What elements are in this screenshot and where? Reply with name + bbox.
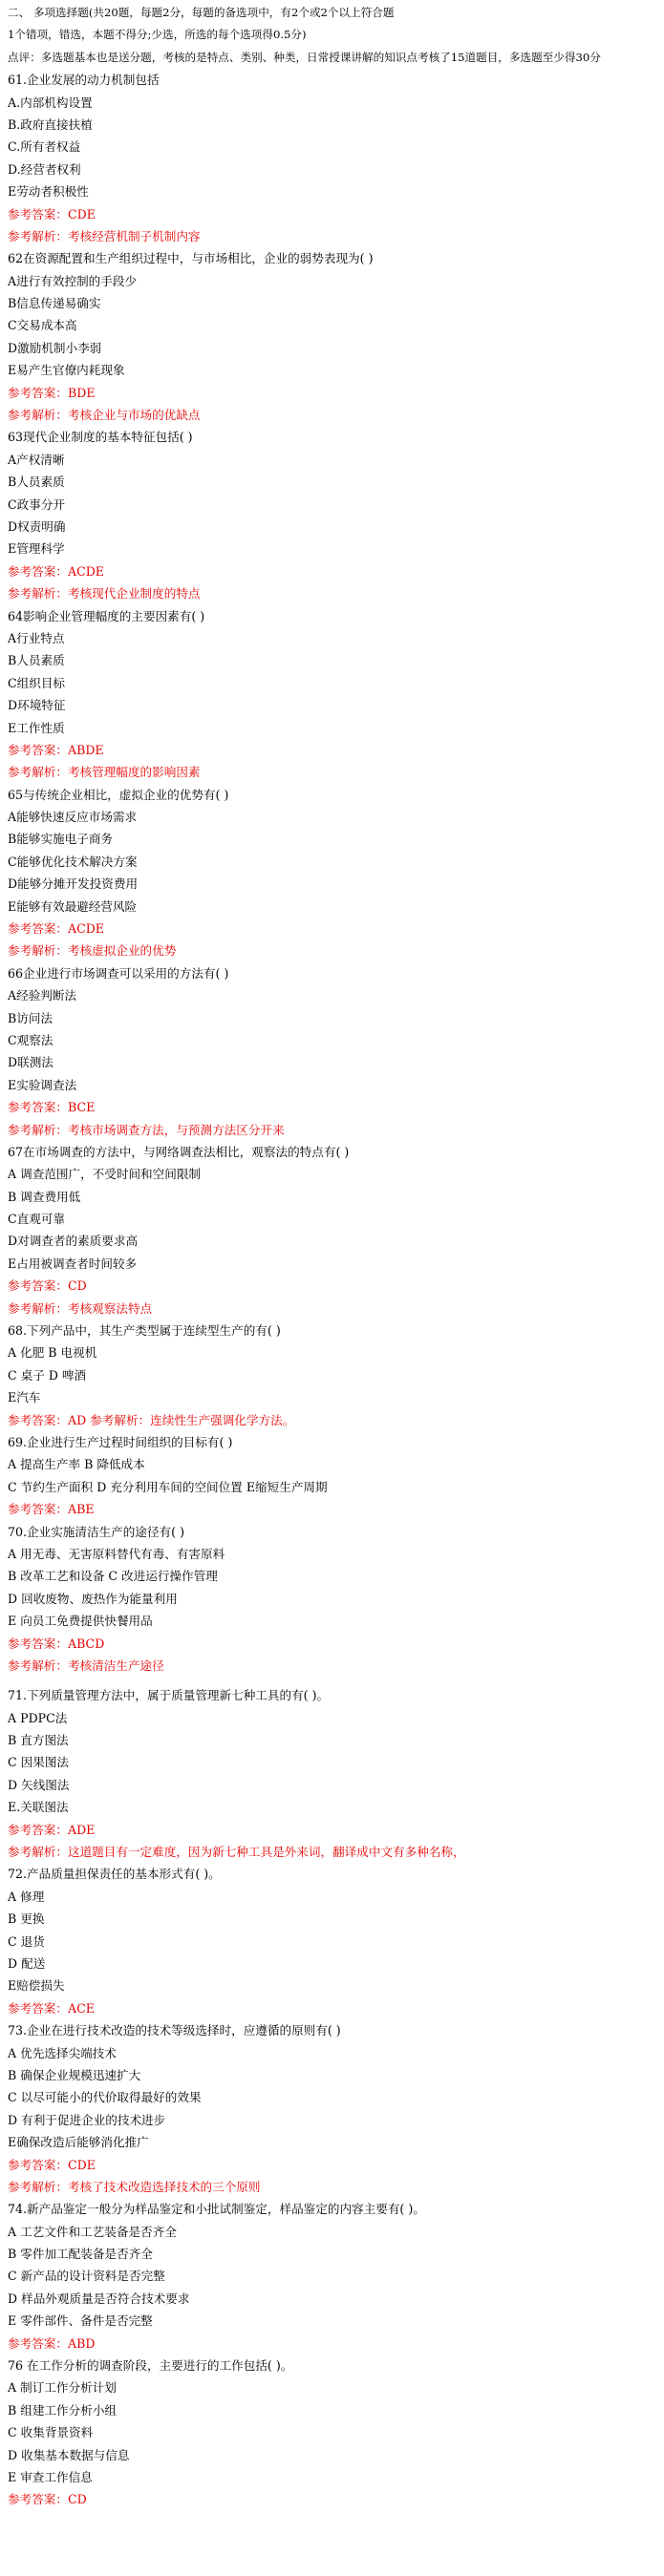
text-line: A行业特点: [8, 630, 65, 645]
text-line: E能够有效最避经营风险: [8, 898, 138, 914]
text-line: D.经营者权利: [8, 161, 81, 177]
text-line: C政事分开: [8, 496, 66, 512]
text-line: C能够优化技术解决方案: [8, 854, 138, 869]
text-line: B 零件加工配装备是否齐全: [8, 2247, 153, 2262]
answer-line: 参考答案：CDE: [8, 2157, 96, 2172]
text-line: E实验调查法: [8, 1077, 77, 1092]
text-line: A.内部机构设置: [8, 95, 93, 110]
text-line: 61.企业发展的动力机制包括: [8, 73, 160, 88]
answer-line: 参考答案：ABCD: [8, 1636, 105, 1651]
text-line: 66企业进行市场调查可以采用的方法有( ): [8, 965, 229, 981]
text-line: C 因果图法: [8, 1755, 70, 1770]
answer-line: 参考答案：ACE: [8, 2000, 95, 2016]
answer-line: 参考答案：CDE: [8, 206, 96, 222]
text-line: B 改革工艺和设备 C 改进运行操作管理: [8, 1569, 218, 1584]
text-line: E劳动者积极性: [8, 184, 89, 200]
answer-line: 参考解析：考核观察法特点: [8, 1300, 153, 1316]
answer-line: 参考解析：考核管理幅度的影响因素: [8, 765, 201, 780]
answer-line: 参考答案：ACDE: [8, 921, 104, 937]
text-line: A经验判断法: [8, 988, 77, 1003]
answer-line: 参考解析：考核虚拟企业的优势: [8, 943, 177, 959]
text-line: 68.下列产品中，其生产类型属于连续型生产的有( ): [8, 1323, 281, 1339]
text-line: C 节约生产面积 D 充分利用车间的空间位置 E缩短生产周期: [8, 1479, 328, 1494]
text-line: B能够实施电子商务: [8, 832, 114, 847]
text-line: 二、 多项选择题(共20题，每题2分，每题的备选项中，有2个或2个以上符合题: [8, 6, 395, 19]
text-line: D 配送: [8, 1955, 46, 1971]
answer-line: 参考答案：ACDE: [8, 563, 104, 579]
text-line: D能够分摊开发投资费用: [8, 876, 139, 892]
text-line: D环境特征: [8, 698, 66, 713]
text-line: D 收集基本数据与信息: [8, 2447, 130, 2462]
text-line: B 更换: [8, 1911, 45, 1927]
answer-line: 参考答案：CD: [8, 2492, 87, 2507]
answer-line: 参考答案：CD: [8, 1278, 87, 1294]
text-line: A产权清晰: [8, 452, 65, 467]
answer-line: 参考解析：考核市场调查方法，与预测方法区分开来: [8, 1122, 285, 1137]
answer-line: 参考解析：这道题目有一定难度，因为新七种工具是外来词，翻译成中文有多种名称，: [8, 1845, 465, 1860]
text-line: 63现代企业制度的基本特征包括( ): [8, 430, 193, 445]
text-line: A 修理: [8, 1889, 45, 1904]
text-line: E工作性质: [8, 720, 65, 735]
spacer: [8, 1677, 656, 1684]
text-line: A 调查范围广，不受时间和空间限制: [8, 1167, 202, 1182]
text-line: C直观可靠: [8, 1212, 66, 1227]
text-line: D激励机制小李弱: [8, 340, 102, 355]
text-line: 62在资源配置和生产组织过程中，与市场相比，企业的弱势表现为( ): [8, 251, 374, 266]
text-line: 72.产品质量担保责任的基本形式有( )。: [8, 1867, 221, 1882]
text-line: C 新产品的设计资料是否完整: [8, 2269, 165, 2284]
text-line: 64影响企业管理幅度的主要因素有( ): [8, 608, 205, 623]
answer-line: 参考答案：BDE: [8, 385, 96, 400]
answer-line: 参考答案：BCE: [8, 1100, 96, 1115]
text-line: D 有利于促进企业的技术进步: [8, 2112, 166, 2127]
text-line: A进行有效控制的手段少: [8, 273, 138, 288]
answer-line: 参考答案：ABDE: [8, 742, 104, 757]
text-line: 1个错项，错选，本题不得分;少选，所选的每个选项得0.5分): [8, 28, 307, 42]
answer-line: 参考答案：ADE: [8, 1822, 96, 1837]
text-line: B人员素质: [8, 653, 65, 668]
text-line: 71.下列质量管理方法中，属于质量管理新七种工具的有( )。: [8, 1688, 330, 1703]
text-line: A PDPC法: [8, 1710, 68, 1725]
text-line: C 以尽可能小的代价取得最好的效果: [8, 2090, 202, 2105]
text-line: A 化肥 B 电视机: [8, 1345, 97, 1361]
text-line: A 优先选择尖端技术: [8, 2045, 117, 2060]
answer-line: 参考答案：ABE: [8, 1502, 95, 1517]
text-line: 67在市场调查的方法中，与网络调查法相比，观察法的特点有( ): [8, 1144, 350, 1159]
answer-line: 参考解析：考核了技术改造选择技术的三个原则: [8, 2179, 261, 2194]
text-line: C 退货: [8, 1933, 45, 1949]
text-line: D权责明确: [8, 518, 66, 534]
text-line: E汽车: [8, 1390, 41, 1405]
text-line: 65与传统企业相比，虚拟企业的优势有( ): [8, 787, 229, 802]
text-line: 73.企业在进行技术改造的技术等级选择时，应遵循的原则有( ): [8, 2023, 341, 2038]
text-line: 点评：多选题基本也是送分题，考核的是特点、类别、种类，日常授课讲解的知识点考核了15道题目，多选题至少得30分: [8, 50, 601, 64]
text-line: C交易成本高: [8, 318, 77, 333]
text-line: B 调查费用低: [8, 1189, 81, 1204]
text-line: E 审查工作信息: [8, 2469, 93, 2484]
answer-line: 参考解析：考核现代企业制度的特点: [8, 586, 201, 602]
text-line: E.关联图法: [8, 1800, 69, 1815]
text-line: A 用无毒、无害原料替代有毒、有害原料: [8, 1546, 225, 1561]
answer-line: 参考解析：考核经营机制子机制内容: [8, 228, 201, 243]
text-line: B访问法: [8, 1010, 54, 1025]
text-line: C 收集背景资料: [8, 2425, 94, 2440]
answer-line: 参考答案：AD 参考解析：连续性生产强调化学方法。: [8, 1412, 295, 1427]
text-line: B 直方图法: [8, 1733, 69, 1748]
answer-line: 参考答案：ABD: [8, 2335, 96, 2351]
text-line: B信息传递易确实: [8, 296, 101, 311]
text-line: A 工艺文件和工艺装备是否齐全: [8, 2224, 177, 2239]
text-line: 74.新产品鉴定一般分为样品鉴定和小批试制鉴定，样品鉴定的内容主要有( )。: [8, 2202, 425, 2217]
text-line: D对调查者的素质要求高: [8, 1234, 139, 1249]
text-line: B.政府直接扶植: [8, 116, 93, 132]
text-line: B 确保企业规模迅速扩大: [8, 2067, 141, 2082]
text-line: E确保改造后能够消化推广: [8, 2135, 149, 2150]
text-line: 69.企业进行生产过程时间组织的目标有( ): [8, 1435, 233, 1449]
text-line: E赔偿损失: [8, 1978, 65, 1994]
text-line: E 向员工免费提供快餐用品: [8, 1614, 153, 1629]
text-line: D 回收废物、废热作为能量利用: [8, 1591, 178, 1606]
text-line: A 提高生产率 B 降低成本: [8, 1457, 145, 1472]
answer-line: 参考解析：考核清洁生产途径: [8, 1658, 164, 1673]
text-line: C观察法: [8, 1032, 54, 1047]
text-line: C.所有者权益: [8, 139, 81, 155]
text-line: A 制订工作分析计划: [8, 2380, 117, 2396]
text-line: C 桌子 D 啤酒: [8, 1367, 87, 1383]
text-line: 76 在工作分析的调查阶段，主要进行的工作包括( )。: [8, 2358, 293, 2374]
text-line: E占用被调查者时间较多: [8, 1256, 138, 1271]
text-line: D联测法: [8, 1055, 54, 1070]
text-line: E易产生官僚内耗现象: [8, 363, 125, 378]
text-line: D 矢线图法: [8, 1777, 70, 1792]
text-line: C组织目标: [8, 675, 66, 690]
text-line: B 组建工作分析小组: [8, 2402, 118, 2418]
text-line: E 零件部件、备件是否完整: [8, 2313, 153, 2329]
text-line: B人员素质: [8, 475, 65, 490]
text-line: 70.企业实施清洁生产的途径有( ): [8, 1524, 184, 1539]
text-line: A能够快速反应市场需求: [8, 810, 138, 825]
text-line: E管理科学: [8, 541, 65, 557]
text-line: D 样品外观质量是否符合技术要求: [8, 2291, 190, 2306]
answer-line: 参考解析：考核企业与市场的优缺点: [8, 408, 201, 423]
